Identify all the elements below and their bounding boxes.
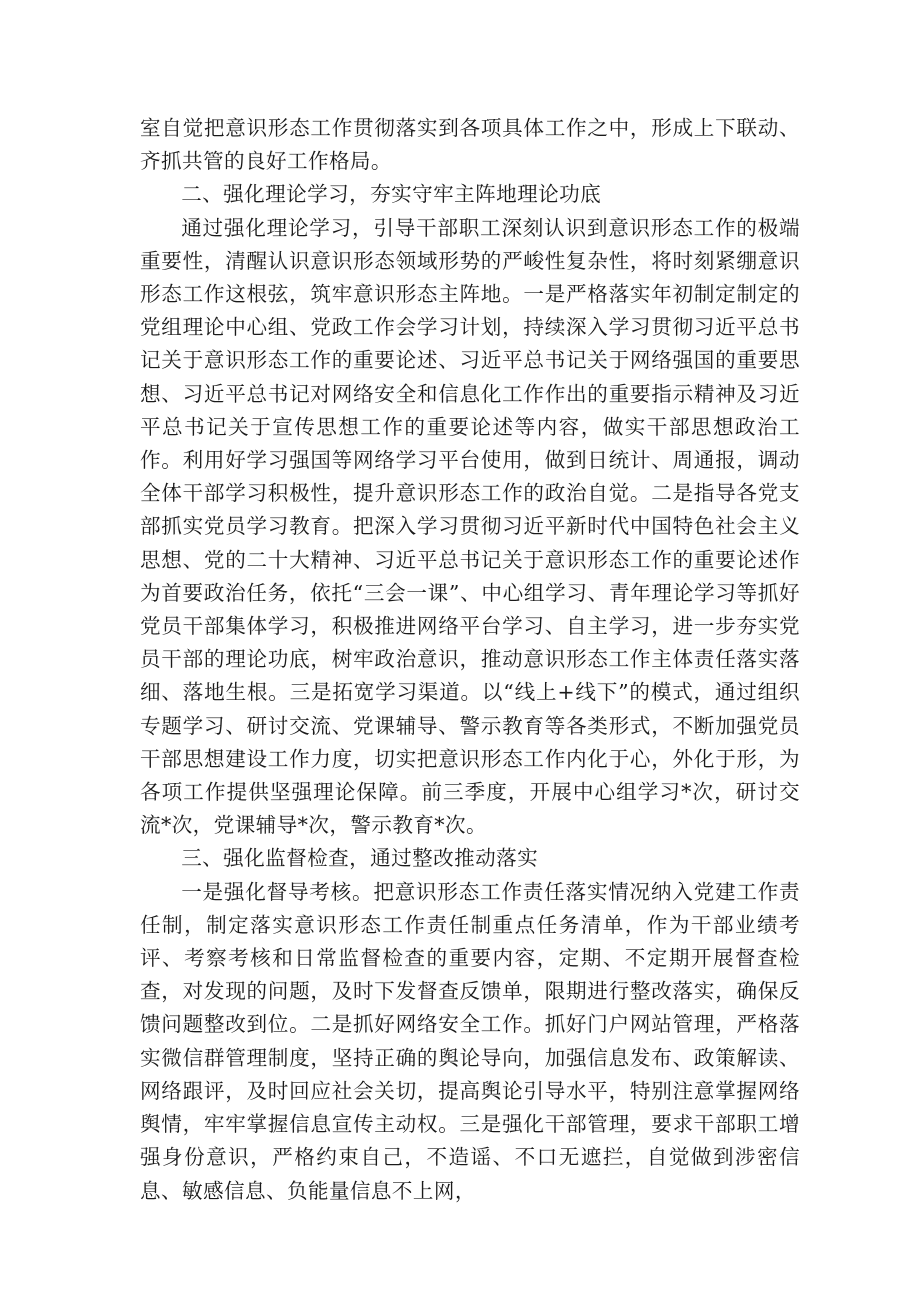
document-body xyxy=(140,112,800,1208)
body-paragraph-supervision: 一是强化督导考核。把意识形态工作责任落实情况纳入党建工作责任制，制定落实意识形态工作责任制重点任务清单，作为干部业绩考评、考察考核和日常监督检查的重要内容，定期、不定期开展督查检查，对发现的问题，及时下发督查反馈单，限期进行整改落实，确保反馈问题整改到位。二是抓好网络安全工作。抓好门户网站管理，严格落实微信群管理制度，坚持正确的舆论导向，加强信息发布、政策解读、网络跟评，及时回应社会关切，提高舆论引导水平，特别注意掌握网络舆情，牢牢掌握信息宣传主动权。三是强化干部管理，要求干部职工增强身份意识，严格约束自己，不造谣、不口无遮拦，自觉做到涉密信息、敏感信息、负能量信息不上网， xyxy=(140,879,800,1203)
section-heading-3: 三、强化监督检查，通过整改推动落实 xyxy=(181,846,539,871)
section-heading-2: 二、强化理论学习，夯实守牢主阵地理论功底 xyxy=(181,182,602,207)
paragraph-continuation: 室自觉把意识形态工作贯彻落实到各项具体工作之中，形成上下联动、齐抓共管的良好工作格局。 xyxy=(140,116,800,174)
body-paragraph-theory-study: 通过强化理论学习，引导干部职工深刻认识到意识形态工作的极端重要性，清醒认识意识形态领域形势的严峻性复杂性，将时刻紧绷意识形态工作这根弦，筑牢意识形态主阵地。一是严格落实年初制定制定的党组理论中心组、党政工作会学习计划，持续深入学习贯彻习近平总书记关于意识形态工作的重要论述、习近平总书记关于网络强国的重要思想、习近平总书记对网络安全和信息化工作作出的重要指示精神及习近平总书记关于宣传思想工作的重要论述等内容，做实干部思想政治工作。利用好学习强国等网络学习平台使用，做到日统计、周通报，调动全体干部学习积极性，提升意识形态工作的政治自觉。二是指导各党支部抓实党员学习教育。把深入学习贯彻习近平新时代中国特色社会主义思想、党的二十大精神、习近平总书记关于意识形态工作的重要论述作为首要政治任务，依托“三会一课”、中心组学习、青年理论学习等抓好党员干部集体学习，积极推进网络平台学习、自主学习，进一步夯实党员干部的理论功底，树牢政治意识，推动意识形态工作主体责任落实落细、落地生根。三是拓宽学习渠道。以“线上+线下”的模式，通过组织专题学习、研讨交流、党课辅导、警示教育等各类形式，不断加强党员干部思想建设工作力度，切实把意识形态工作内化于心，外化于形，为各项工作提供坚强理论保障。前三季度，开展中心组学习*次，研讨交流*次，党课辅导*次，警示教育*次。 xyxy=(140,215,800,838)
